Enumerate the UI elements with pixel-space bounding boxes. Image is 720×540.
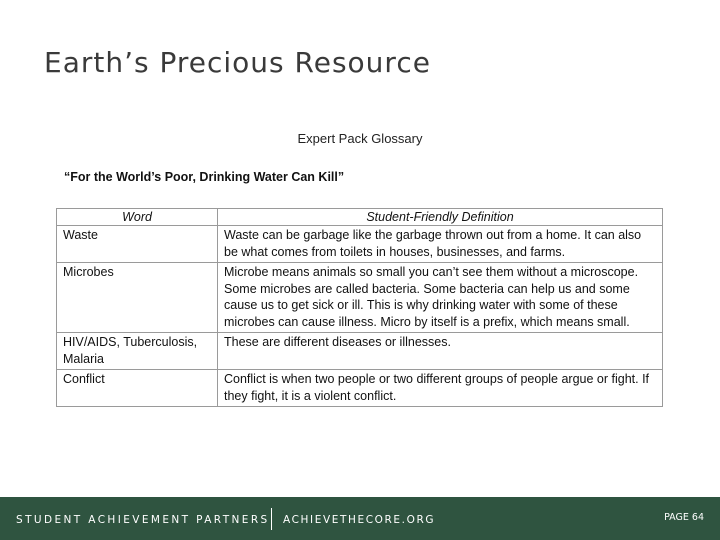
glossary-table [56, 208, 663, 407]
table-row [57, 263, 663, 333]
table-row [57, 370, 663, 407]
column-header-word: Word [57, 209, 218, 226]
table-row [57, 226, 663, 263]
footer-bar [0, 497, 720, 540]
column-header-definition: Student-Friendly Definition [218, 209, 663, 226]
table-row [57, 333, 663, 370]
word-cell: Waste [57, 226, 218, 263]
page-number: PAGE 64 [664, 512, 704, 523]
word-cell: HIV/AIDS, Tuberculosis, Malaria [57, 333, 218, 370]
glossary-article-title: “For the World’s Poor, Drinking Water Can Kill” [64, 170, 345, 184]
definition-cell: Waste can be garbage like the garbage thrown out from a home. It can also be what comes from toilets in houses, businesses, and farms. [218, 226, 663, 263]
footer-organization: STUDENT ACHIEVEMENT PARTNERS [16, 514, 270, 526]
footer-divider [271, 508, 272, 530]
slide-title: Earth’s Precious Resource [44, 46, 431, 79]
footer-website-link[interactable]: ACHIEVETHECORE.ORG [283, 514, 436, 526]
glossary-heading: Expert Pack Glossary [297, 131, 423, 146]
definition-cell: Conflict is when two people or two different groups of people argue or fight. If they fight, it is a violent conflict. [218, 370, 663, 407]
word-cell: Microbes [57, 263, 218, 333]
definition-cell: Microbe means animals so small you can’t see them without a microscope. Some microbes are called bacteria. Some bacteria can help us and some cause us to get sick or ill. This is why drinking water with some of these microbes can cause illness. Micro by itself is a prefix, which means small. [218, 263, 663, 333]
definition-cell: These are different diseases or illnesses. [218, 333, 663, 370]
word-cell: Conflict [57, 370, 218, 407]
table-header-row [57, 209, 663, 226]
